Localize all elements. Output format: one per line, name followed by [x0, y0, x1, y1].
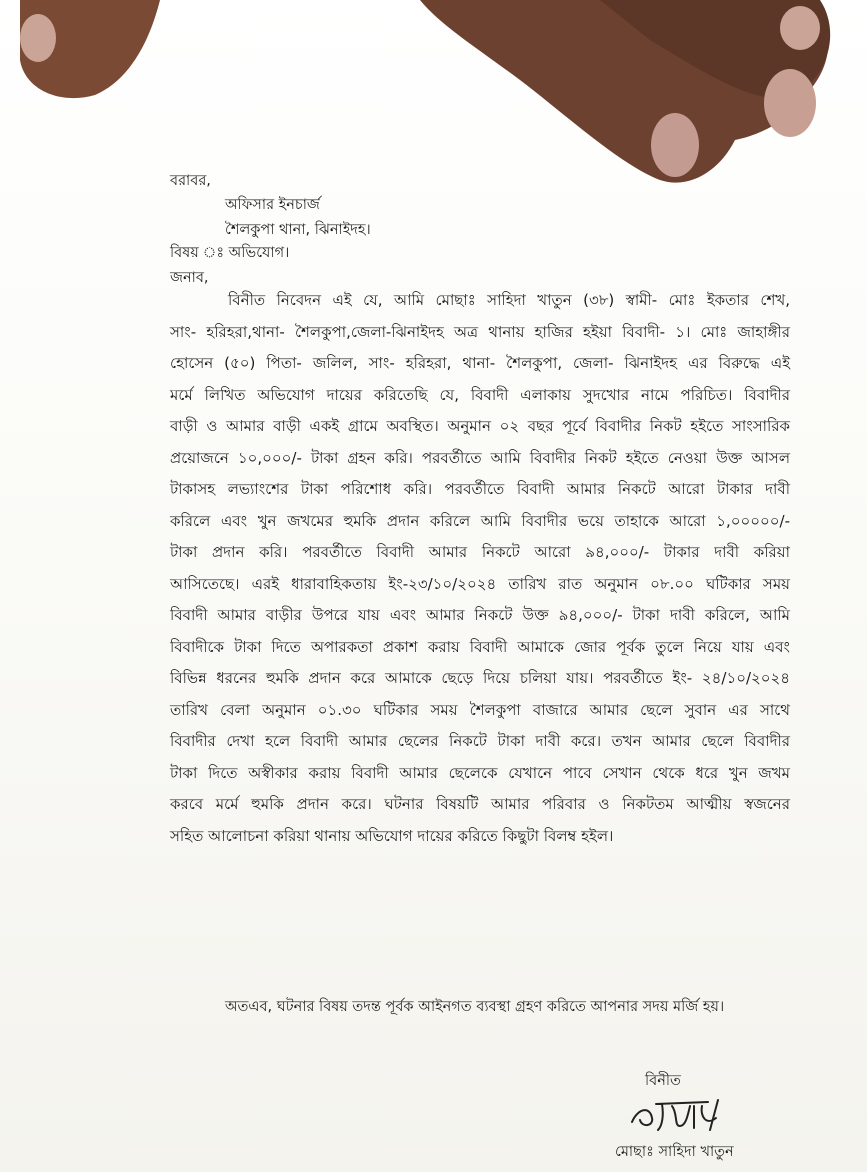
body-line: হোসেন (৫০) পিতা- জলিল, সাং- হরিহরা, থানা- শৈলকুপা, জেলা- ঝিনাইদহ এর বিরুদ্ধে এই [170, 354, 790, 372]
recipient-address: শৈলকুপা থানা, ঝিনাইদহ। [225, 222, 371, 238]
body-line: বিভিন্ন ধরনের হুমকি প্রদান করে আমাকে ছেড়ে দিয়ে চলিয়া যায়। পরবর্তীতে ইং- ২৪/১০/২০২৪ [170, 669, 790, 687]
body-line: বাড়ী ও আমার বাড়ী একই গ্রামে অবস্থিত। অনুমান ০২ বছর পূর্বে বিবাদীর নিকট হইতে সাংসারিক [170, 417, 790, 435]
body-line: বিবাদীকে টাকা দিতে অপারকতা প্রকাশ করায় বিবাদী আমাকে জোর পূর্বক তুলে নিয়ে যায় এবং [170, 637, 790, 656]
body-line: টাকাসহ লভ্যাংশের টাকা পরিশোধ করি। পরবর্তীতে বিবাদী আমার নিকটে আরো টাকার দাবী [170, 480, 790, 498]
body-line: টাকা প্রদান করি। পরবর্তীতে বিবাদী আমার নিকটে আরো ৯৪,০০০/- টাকার দাবী করিয়া [170, 543, 790, 561]
body-line: করবে মর্মে হুমকি প্রদান করে। ঘটনার বিষয়টি আমার পরিবার ও নিকটতম আত্মীয় স্বজনের [170, 795, 790, 813]
body-line: আসিতেছে। এরই ধারাবাহিকতায় ইং-২৩/১০/২০২৪ তারিখ রাত অনুমান ০৮.০০ ঘটিকার সময় [170, 574, 790, 593]
subject-line: বিষয় ঃ অভিযোগ। [170, 245, 290, 261]
greeting: জনাব, [170, 270, 209, 286]
body-line: তারিখ বেলা অনুমান ০১.৩০ ঘটিকার সময় শৈলকুপা বাজারে আমার ছেলে সুবান এর সাথে [170, 700, 790, 719]
body-line: প্রয়োজনে ১০,০০০/- টাকা গ্রহন করি। পরবর্তীতে আমি বিবাদীর নিকট হইতে নেওয়া উক্ত আসল [170, 448, 790, 467]
fingers-photo-overlay [0, 0, 867, 200]
body-line: টাকা দিতে অস্বীকার করায় বিবাদী আমার ছেলেকে যেখানে পাবে সেখান থেকে ধরে খুন জখম [170, 763, 790, 782]
body-line: বিবাদীর দেখা হলে বিবাদী আমার ছেলের নিকটে টাকা দাবী করে। তখন আমার ছেলে বিবাদীর [170, 732, 790, 750]
body-line: মর্মে লিখিত অভিযোগ দায়ের করিতেছি যে, বিবাদী এলাকায় সুদখোর নামে পরিচিত। বিবাদীর [170, 385, 790, 404]
handwritten-signature [628, 1096, 728, 1134]
body-line: করিলে এবং খুন জখমের হুমকি প্রদান করিলে আমি বিবাদীর ভয়ে তাহাকে আরো ১,০০০০০/- [170, 511, 790, 530]
valediction: বিনীত [645, 1073, 681, 1089]
closing-request: অতএব, ঘটনার বিষয় তদন্ত পূর্বক আইনগত ব্যবস্থা গ্রহণ করিতে আপনার সদয় মর্জি হয়। [225, 999, 725, 1015]
signer-name: মোছাঃ সাহিদা খাতুন [615, 1144, 734, 1160]
body-line: বিনীত নিবেদন এই যে, আমি মোছাঃ সাহিদা খাতুন (৩৮) স্বামী- মোঃ ইকতার শেখ, [228, 291, 790, 309]
salutation-to: বরাবর, [170, 173, 211, 189]
body-line: সাং- হরিহরা,থানা- শৈলকুপা,জেলা-ঝিনাইদহ অত্র থানায় হাজির হইয়া বিবাদী- ১। মোঃ জাহাঙ্গীর [170, 322, 790, 341]
recipient-title: অফিসার ইনচার্জ [225, 197, 320, 213]
body-line: বিবাদী আমার বাড়ীর উপরে যায় এবং আমার নিকটে উক্ত ৯৪,০০০/- টাকা দাবী করিলে, আমি [170, 606, 790, 624]
body-line: সহিত আলোচনা করিয়া থানায় অভিযোগ দায়ের করিতে কিছুটা বিলম্ব হইল। [170, 826, 614, 845]
